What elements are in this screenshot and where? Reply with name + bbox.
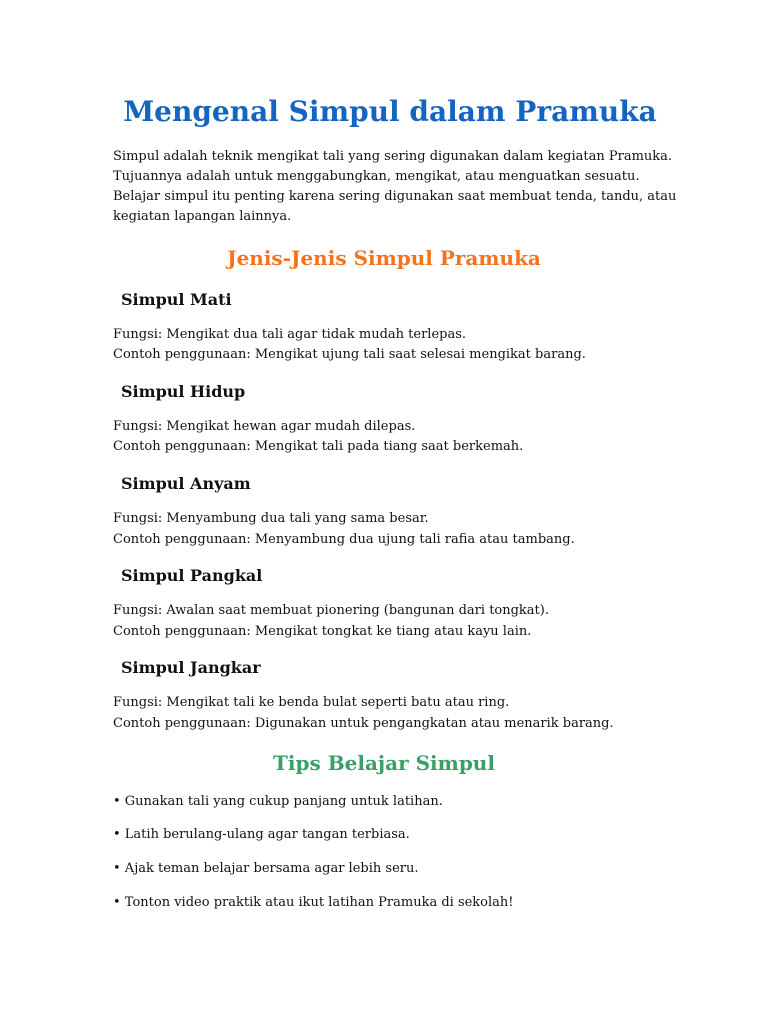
tip-item: • Ajak teman belajar bersama agar lebih seru. xyxy=(113,861,419,876)
intro-line: kegiatan lapangan lainnya. xyxy=(113,209,292,224)
intro-line: Simpul adalah teknik mengikat tali yang sering digunakan dalam kegiatan Pramuka. xyxy=(113,149,673,164)
simpul-heading: Simpul Jangkar xyxy=(121,658,261,677)
simpul-fungsi: Fungsi: Mengikat hewan agar mudah dilepas. xyxy=(113,419,416,434)
simpul-heading: Simpul Pangkal xyxy=(121,566,263,585)
intro-line: Tujuannya adalah untuk menggabungkan, mengikat, atau menguatkan sesuatu. xyxy=(113,169,640,184)
section-heading-jenis: Jenis-Jenis Simpul Pramuka xyxy=(227,246,541,270)
simpul-contoh: Contoh penggunaan: Mengikat ujung tali saat selesai mengikat barang. xyxy=(113,347,586,362)
section-heading-tips: Tips Belajar Simpul xyxy=(273,751,495,775)
page-title: Mengenal Simpul dalam Pramuka xyxy=(123,95,657,128)
simpul-heading: Simpul Anyam xyxy=(121,474,251,493)
simpul-heading: Simpul Hidup xyxy=(121,382,246,401)
intro-paragraph xyxy=(113,147,676,227)
simpul-contoh: Contoh penggunaan: Mengikat tali pada tiang saat berkemah. xyxy=(113,439,524,454)
tip-item: • Gunakan tali yang cukup panjang untuk latihan. xyxy=(113,794,443,809)
simpul-fungsi: Fungsi: Menyambung dua tali yang sama besar. xyxy=(113,511,429,526)
simpul-contoh: Contoh penggunaan: Menyambung dua ujung tali rafia atau tambang. xyxy=(113,532,575,547)
simpul-heading: Simpul Mati xyxy=(121,290,232,309)
simpul-fungsi: Fungsi: Awalan saat membuat pionering (bangunan dari tongkat). xyxy=(113,603,549,618)
simpul-contoh: Contoh penggunaan: Digunakan untuk pengangkatan atau menarik barang. xyxy=(113,716,614,731)
intro-line: Belajar simpul itu penting karena sering digunakan saat membuat tenda, tandu, atau xyxy=(113,189,677,204)
simpul-fungsi: Fungsi: Mengikat dua tali agar tidak mudah terlepas. xyxy=(113,327,467,342)
simpul-fungsi: Fungsi: Mengikat tali ke benda bulat seperti batu atau ring. xyxy=(113,695,510,710)
simpul-contoh: Contoh penggunaan: Mengikat tongkat ke tiang atau kayu lain. xyxy=(113,624,532,639)
tip-item: • Tonton video praktik atau ikut latihan Pramuka di sekolah! xyxy=(113,895,514,910)
tip-item: • Latih berulang-ulang agar tangan terbiasa. xyxy=(113,827,410,842)
